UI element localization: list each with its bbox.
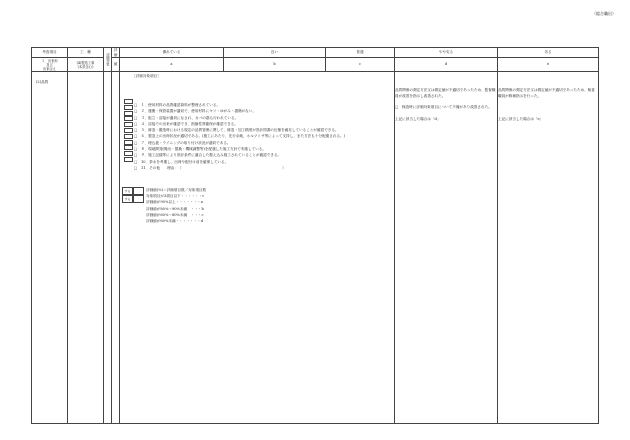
check-box[interactable]: [124, 105, 133, 110]
formula-line: 対象項目が3項目以下・・・・・・c: [146, 194, 205, 199]
criteria-title: ［評価対象項目］: [132, 74, 161, 78]
criteria-item: □ 11．その他 理由：（ ）: [134, 165, 286, 170]
criteria-item: □ 10．挙水を考慮し、出荷や配付け前を確保している。: [134, 159, 229, 164]
header-grade-b: 良い: [224, 48, 326, 58]
blank-type-cell: [68, 72, 104, 424]
tally-cell[interactable]: [133, 195, 144, 203]
subject-cell: [32, 72, 68, 424]
grade-e-label: e: [498, 58, 599, 72]
criteria-item: □ ５．鋳造・鍛造時における規定の品質管理に関して、鋳造・加工精度が設計図書の仕様を満足していることが確認できる。: [134, 128, 339, 133]
eval-mark-cell: 値: [112, 58, 120, 72]
check-box[interactable]: [124, 151, 133, 156]
formula-line: 評価値が80%～90%未満 ・・・b: [146, 206, 204, 211]
header-grade-c: 普通: [326, 48, 395, 58]
criteria-cell: [120, 72, 395, 424]
grade-e-note: 品質関係の測定方法又は測定値が不適切であったため、検査職員が修補指示を行った。: [498, 88, 595, 98]
grade-e-notes: [498, 72, 599, 424]
formula-line: 評価値が60%～80%未満 ・・・c: [146, 212, 204, 217]
formula-line: 評価値(%)＝評価項目数／対象項目数: [146, 188, 207, 192]
check-box[interactable]: [124, 157, 133, 162]
check-box[interactable]: [124, 122, 133, 127]
grade-d-note: □ 検査時に評価対象項目について不備があり改善された。: [395, 105, 492, 109]
grade-d-notes: [395, 72, 498, 424]
grade-b-label: b: [224, 58, 326, 72]
blank-eval-cell: [112, 72, 120, 424]
check-box[interactable]: [124, 140, 133, 145]
grade-d-label: d: [395, 58, 498, 72]
check-box[interactable]: [124, 145, 133, 150]
formula-line: 評価値が90%以上・・・・・・・a: [146, 200, 203, 205]
check-box[interactable]: [124, 99, 133, 104]
criteria-item: □ ３．組立・溶接が適切になされ、カバの損も行われている。: [134, 115, 239, 120]
criteria-item: □ ４．溶接での出来が確認でき、指摘性質確保が確認できる。: [134, 121, 238, 126]
item-name-cell: ３．出来形 及び 出来ばえ: [32, 58, 68, 72]
document-corner-label: （総合職出）: [592, 11, 616, 16]
criteria-list: [134, 102, 404, 171]
evaluation-sheet-table: [31, 47, 599, 424]
criteria-item: □ ７．埋込板・ライニングの取り付け状況が適切である。: [134, 140, 231, 145]
grade-a-label: a: [120, 58, 224, 72]
tally-grid: [122, 187, 144, 203]
blank-weight-cell: [104, 72, 112, 424]
tally-cell[interactable]: [133, 187, 144, 195]
header-grade-d: やや劣る: [395, 48, 498, 58]
work-type-cell: (4)製造工事 (本設含む): [68, 58, 104, 72]
header-grade-e: 劣る: [498, 48, 599, 58]
tally-cell: する: [122, 195, 133, 203]
header-item: 考査項目: [32, 48, 68, 58]
grade-d-note: 品質関係の測定方法又は測定値が不適切であったため、監督職員が改善を指示し改善された。: [395, 88, 496, 98]
grade-c-label: c: [326, 58, 395, 72]
check-box[interactable]: [124, 111, 133, 116]
header-type: 工 種: [68, 48, 104, 58]
criteria-item: □ １．使用材料の品質確認資料が整理されている。: [134, 103, 221, 107]
criteria-item: □ ９．施工記録等により設計条件に適合した据え込み施工されていることが確認できる。: [134, 153, 282, 158]
tally-cell: する: [122, 187, 133, 195]
subject-label: (2)品質: [36, 80, 49, 84]
formula-line: 評価値が60%未満・・・・・・・d: [146, 219, 204, 224]
criteria-item: □ ８．現地開発(搬出・据換・機械調整等)を配慮した施工方針で実施している。: [134, 147, 266, 152]
grade-d-note: 上記に該当した場合は「d」: [395, 116, 441, 121]
check-box[interactable]: [124, 116, 133, 121]
header-grade-a: 優れている: [120, 48, 224, 58]
check-box[interactable]: [124, 134, 133, 139]
header-eval: 評価: [112, 48, 120, 58]
grade-e-note: 上記に該当した場合は「e」: [498, 117, 544, 121]
criteria-item: □ ６．製造上の出荷状況が適切である。(施工にあたり、先行余地、ホルツトサ等によって支持し、また方法も十分配慮される。): [134, 134, 346, 139]
header-weight: 評価対象: [104, 48, 112, 72]
check-box[interactable]: [124, 128, 133, 133]
criteria-item: □ ２．運搬・保管装置が適切で、使用材料にキリ・ゆがみ・損傷がない。: [134, 109, 256, 114]
evaluation-formula: [146, 187, 206, 224]
